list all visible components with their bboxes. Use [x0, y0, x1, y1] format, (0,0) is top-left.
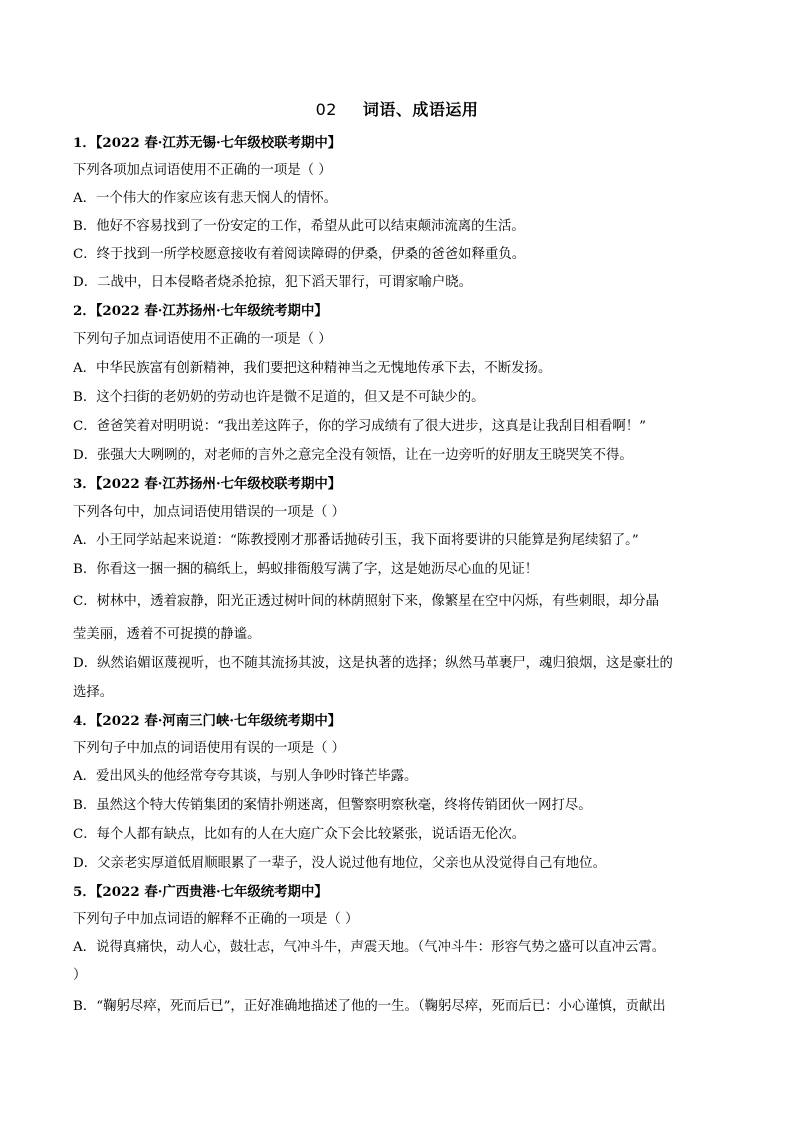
- option-line: 选择。: [73, 685, 114, 700]
- question-header: 2．【2022 春·江苏扬州·七年级统考期中】: [73, 303, 328, 319]
- page-title: [0, 97, 794, 120]
- option-line: A．小王同学站起来说道：“陈教授刚才那番话抛砖引玉，我下面将要讲的只能算是狗尾续貂了。”: [73, 533, 639, 548]
- option-line: A．说得真痛快，动人心，鼓壮志，气冲斗牛，声震天地。（气冲斗牛：形容气势之盛可以直冲云霄。: [73, 940, 666, 955]
- question-header: 3．【2022 春·江苏扬州·七年级校联考期中】: [73, 476, 342, 492]
- option-line: B．虽然这个特大传销集团的案情扑朔迷离，但警察明察秋毫，终将传销团伙一网打尽。: [73, 798, 592, 813]
- option-line: D．张强大大咧咧的，对老师的言外之意完全没有领悟，让在一边旁听的好朋友王晓哭笑不得。: [73, 448, 633, 463]
- option-line: 莹美丽，透着不可捉摸的静谧。: [73, 627, 261, 642]
- question-stem: 下列句子中加点词语的解释不正确的一项是（ ）: [73, 912, 359, 927]
- question-header: 5．【2022 春·广西贵港·七年级统考期中】: [73, 884, 328, 900]
- option-line: C．树林中，透着寂静，阳光正透过树叶间的林荫照射下来，像繁星在空中闪烁，有些刺眼，却分晶: [73, 594, 660, 609]
- question-header: 4．【2022 春·河南三门峡·七年级统考期中】: [73, 713, 342, 729]
- option-line: C．终于找到一所学校愿意接收有着阅读障碍的伊桑，伊桑的爸爸如释重负。: [73, 247, 526, 262]
- option-line: C．每个人都有缺点，比如有的人在大庭广众下会比较紧张，说话语无伦次。: [73, 827, 526, 842]
- title-text: 词语、成语运用: [362, 100, 479, 119]
- option-line: D．二战中，日本侵略者烧杀抢掠，犯下滔天罪行，可谓家喻户晓。: [73, 275, 473, 290]
- option-line: B．“鞠躬尽瘁，死而后已”，正好准确地描述了他的一生。（鞠躬尽瘁，死而后已：小心谨慎，贡献出: [73, 999, 666, 1014]
- question-stem: 下列句子加点词语使用不正确的一项是（ ）: [73, 332, 332, 347]
- option-line: B．这个扫街的老奶奶的劳动也许是微不足道的，但又是不可缺少的。: [73, 390, 485, 405]
- question-header: 1．【2022 春·江苏无锡·七年级校联考期中】: [73, 135, 342, 151]
- option-line: C．爸爸笑着对明明说：“我出差这阵子，你的学习成绩有了很大进步，这真是让我刮目相看啊！”: [73, 419, 646, 434]
- option-line: B．他好不容易找到了一份安定的工作，希望从此可以结束颠沛流离的生活。: [73, 219, 525, 234]
- option-line: ）: [73, 968, 87, 983]
- question-stem: 下列各句中，加点词语使用错误的一项是（ ）: [73, 505, 346, 520]
- option-line: D．纵然谄媚讴蔑视听，也不随其流扬其波，这是执著的选择；纵然马革裹尸，魂归狼烟，这是豪壮的: [73, 656, 673, 671]
- option-line: A．中华民族富有创新精神，我们要把这种精神当之无愧地传承下去，不断发扬。: [73, 361, 552, 376]
- option-line: D．父亲老实厚道低眉顺眼累了一辈子，没人说过他有地位，父亲也从没觉得自己有地位。: [73, 856, 606, 871]
- question-stem: 下列各项加点词语使用不正确的一项是（ ）: [73, 163, 332, 178]
- option-line: A．爱出风头的他经常夸夸其谈，与别人争吵时锋芒毕露。: [73, 769, 418, 784]
- option-line: A．一个伟大的作家应该有悲天悯人的情怀。: [73, 191, 338, 206]
- title-number: 02: [315, 100, 337, 119]
- option-line: B．你看这一捆一捆的稿纸上，蚂蚁排衙般写满了字，这是她沥尽心血的见证！: [73, 562, 539, 577]
- question-stem: 下列句子中加点的词语使用有误的一项是（ ）: [73, 741, 346, 756]
